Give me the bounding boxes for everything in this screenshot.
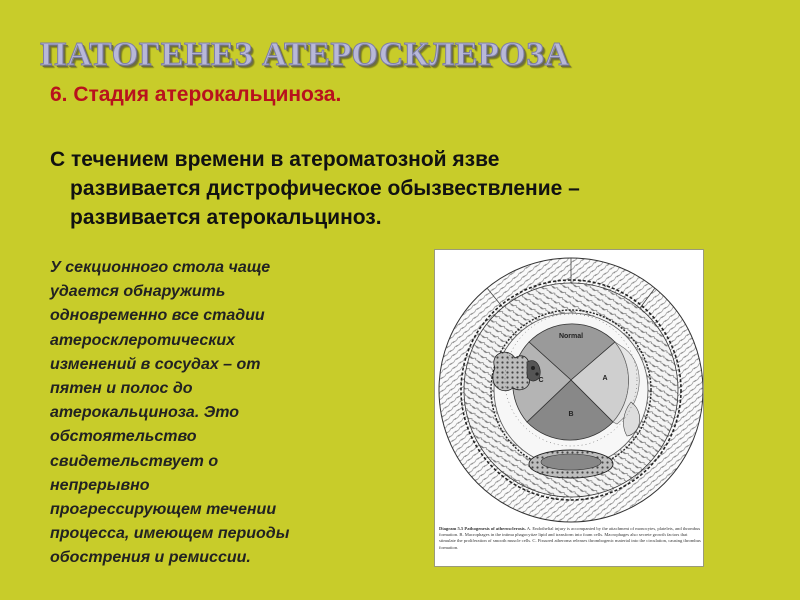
side-text-line: удается обнаружить [50,283,226,301]
side-text-line: У секционного стола чаще [50,259,271,276]
calcified-plaque [529,450,613,478]
label-b: B [568,411,574,418]
main-text [50,145,690,232]
side-text-line: обстоятельство [50,428,197,446]
atherosclerosis-diagram [434,249,704,567]
vessel-cross-section [435,250,703,526]
side-text [50,256,390,571]
label-normal: Normal [558,333,584,340]
caption-heading: Diagram 5.5 [439,526,464,531]
side-text-line: пятен и полос до [50,380,193,398]
caption-text: A. Endothelial injury is accompanied by the attachment of monocytes, platelets, and thrombus formation. B. Macrophages in the intima phagocytize lipid and transform into foam cells. Macrophages also secrete growth factors that stimulate the proliferation of smooth muscle cells. C. Fissured atheroma releases thrombogenic material into the circulation, causing thrombus formation. [439,526,701,550]
slide-title: ПАТОГЕНЕЗ АТЕРОСКЛЕРОЗА [40,36,570,73]
side-text-line: одновременно все стадии [50,307,265,325]
stage-heading: 6. Стадия атерокальциноза. [50,83,342,106]
side-text-line: непрерывно [50,476,150,494]
label-c: C [538,377,544,384]
label-a: A [602,375,608,382]
side-text-line: прогрессирующем течении [50,501,277,519]
side-text-line: атеросклеротических [50,331,236,349]
main-text-line-1: С течением времени в атероматозной язве [50,148,500,171]
side-text-line: изменений в сосудах – от [50,355,261,373]
main-text-line-3: развивается атерокальциноз. [70,206,382,229]
figure-caption [439,526,701,551]
side-text-line: процесса, имеющем периоды [50,525,290,543]
main-text-line-2: развивается дистрофическое обызвествление – [70,177,580,200]
side-text-line: атерокальциноза. Это [50,404,239,422]
side-text-line: обострения и ремиссии. [50,549,251,567]
caption-title: Pathogenesis of atherosclerosis. [464,526,526,531]
side-text-line: свидетельствует о [50,452,219,470]
